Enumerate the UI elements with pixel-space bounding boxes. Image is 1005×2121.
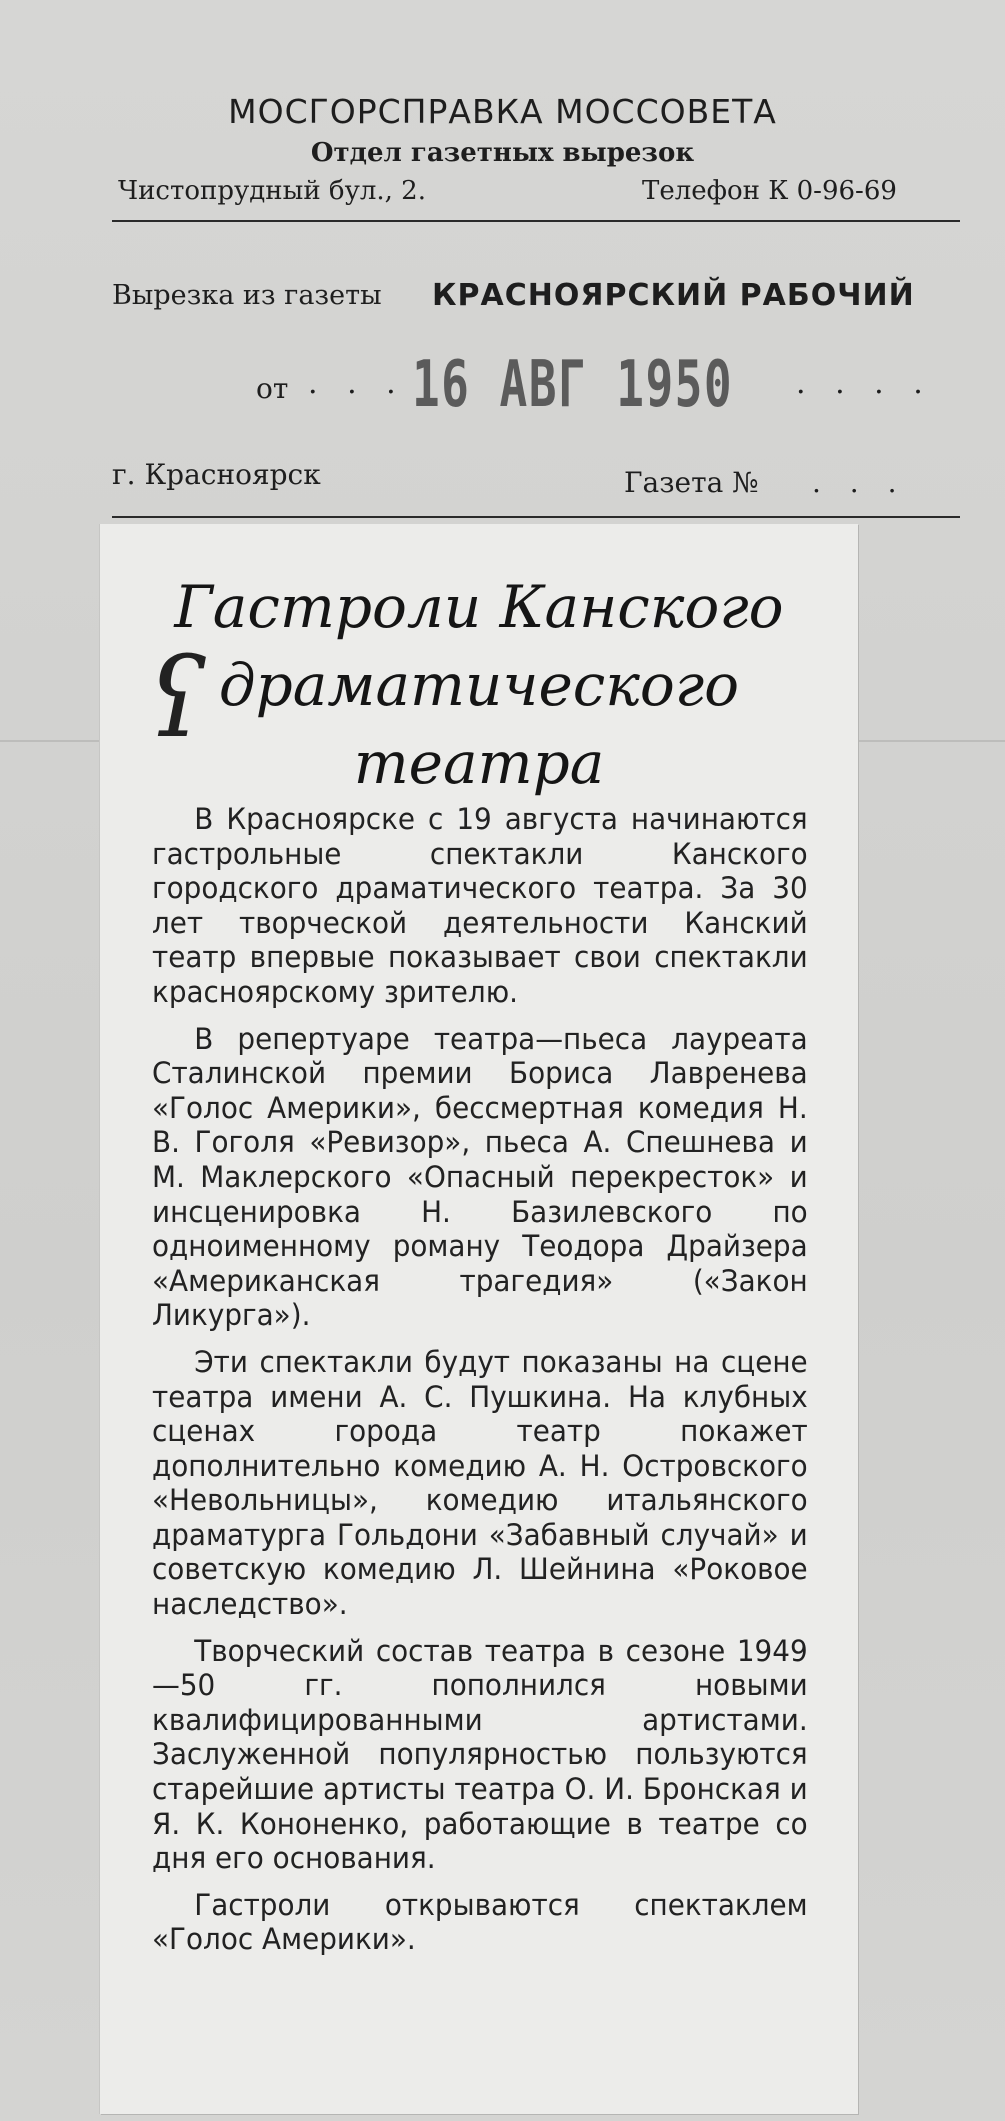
newspaper-name: КРАСНОЯРСКИЙ РАБОЧИЙ: [432, 278, 915, 313]
article-title-line-3: театра: [353, 729, 605, 797]
header-rule: [112, 220, 960, 222]
city: г. Красноярск: [112, 458, 321, 491]
article-paragraph: Гастроли открываются спектаклем «Голос Америки».: [152, 1887, 808, 1957]
article-paragraph: Творческий состав театра в сезоне 1949—50 гг. пополнился новыми квалифицированными артистами. Заслуженной популярностью пользуются старейшие артисты театра О. И. Бронская и Я. К. Кононенко, работающие в театре со дня его основания.: [152, 1633, 808, 1876]
clipping-from-label: Вырезка из газеты: [112, 280, 382, 311]
dept-title: Отдел газетных вырезок: [310, 138, 695, 168]
article-paragraph: В репертуаре театра—пьеса лауреата Сталинской премии Бориса Лавренева «Голос Америки», бессмертная комедия Н. В. Гоголя «Ревизор», пьеса А. Спешнева и М. Маклерского «Опасный перекресток» и инсценировка Н. Базилевского по одноименному роману Теодора Драйзера «Американская трагедия» («Закон Ликурга»).: [152, 1021, 808, 1333]
article-paragraph: В Красноярске с 19 августа начинаются гастрольные спектакли Канского городского драматического театра. За 30 лет творческой деятельности Канский театр впервые показывает свои спектакли красноярскому зрителю.: [152, 802, 808, 1009]
headline-flourish: ʕ: [148, 634, 207, 762]
date-label: от: [256, 372, 289, 405]
issue-label: Газета №: [624, 466, 759, 499]
article-body: [152, 802, 808, 1969]
org-title: МОСГОРСПРАВКА МОССОВЕТА: [228, 92, 777, 131]
article-paragraph: Эти спектакли будут показаны на сцене театра имени А. С. Пушкина. На клубных сценах города театр покажет дополнительно комедию А. Н. Островского «Невольницы», комедию итальянского драматурга Гольдони «Забавный случай» и советскую комедию Л. Шейнина «Роковое наследство».: [152, 1344, 808, 1622]
date-stamp: 16 АВГ 1950: [412, 348, 734, 422]
article-title-line-1: Гастроли Канского: [174, 573, 784, 641]
address: Чистопрудный бул., 2.: [118, 176, 426, 206]
issue-dots: . . .: [812, 466, 907, 499]
date-dots-left: . . .: [308, 366, 406, 401]
phone-number: Телефон К 0-96-69: [642, 176, 897, 206]
date-dots-right: . . . .: [796, 366, 933, 401]
form-rule: [112, 516, 960, 518]
newspaper-clipping: [100, 524, 858, 2114]
article-title-line-2: драматического: [218, 651, 740, 719]
